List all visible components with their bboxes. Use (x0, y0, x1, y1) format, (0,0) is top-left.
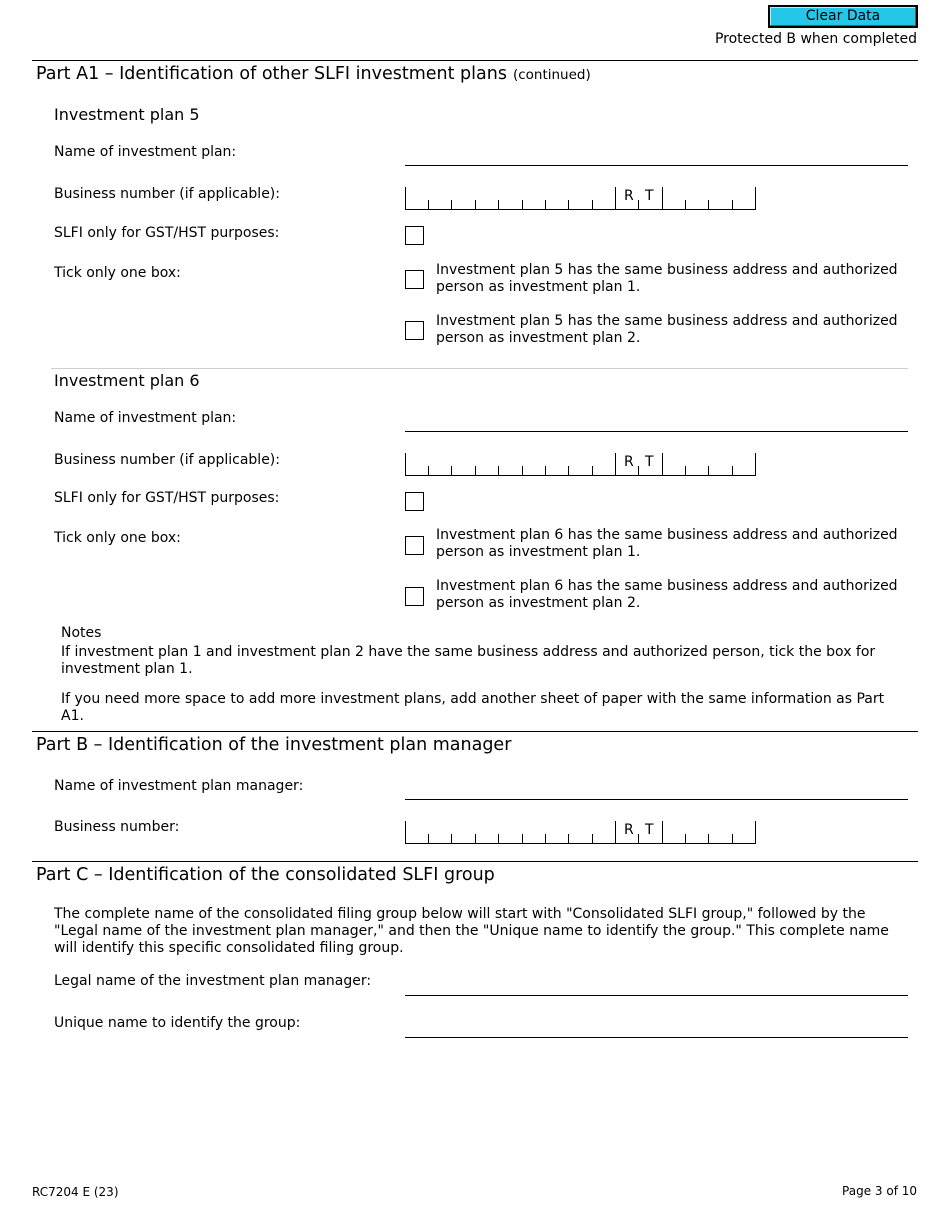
bn-tick (732, 200, 733, 209)
bn-tick (732, 834, 733, 843)
bn-tick (708, 834, 709, 843)
divider (51, 368, 908, 369)
bn-separator (662, 821, 663, 843)
manager-bn-label: Business number: (54, 819, 180, 835)
bn-tick (592, 834, 593, 843)
bn-tick (428, 200, 429, 209)
plan-6-name-label: Name of investment plan: (54, 410, 237, 426)
bn-tick (475, 834, 476, 843)
bn-tick (545, 466, 546, 475)
bn-tick (498, 200, 499, 209)
bn-tick (451, 466, 452, 475)
plan-5-option-1-checkbox[interactable] (405, 270, 424, 289)
bn-tick (428, 834, 429, 843)
bn-tick (428, 466, 429, 475)
plan-6-tick-label: Tick only one box: (54, 530, 181, 546)
bn-tick (685, 200, 686, 209)
plan-5-option-2-checkbox[interactable] (405, 321, 424, 340)
bn-t: T (645, 188, 654, 204)
bn-r: R (624, 454, 634, 470)
bn-tick (545, 200, 546, 209)
notes-heading: Notes (61, 625, 102, 641)
bn-separator (615, 187, 616, 209)
protected-label: Protected B when completed (714, 31, 917, 47)
bn-tick (522, 466, 523, 475)
bn-tick (732, 466, 733, 475)
bn-r: R (624, 822, 634, 838)
note-2: If you need more space to add more investment plans, add another sheet of paper with the same information as Part A1. (61, 691, 885, 724)
part-b-title: Part B – Identification of the investment plan manager (36, 735, 512, 755)
plan-6-slfi-label: SLFI only for GST/HST purposes: (54, 490, 280, 506)
bn-tick (685, 466, 686, 475)
bn-tick (545, 834, 546, 843)
plan-6-option-2-checkbox[interactable] (405, 587, 424, 606)
plan-5-heading: Investment plan 5 (54, 105, 200, 124)
note-1: If investment plan 1 and investment plan 2 have the same business address and authorized person, tick the box for investment plan 1. (61, 644, 876, 677)
part-a1-title-text: Part A1 – Identification of other SLFI investment plans (36, 64, 507, 84)
bn-tick (592, 466, 593, 475)
legal-name-input[interactable] (405, 983, 908, 996)
divider (32, 731, 918, 732)
divider (32, 861, 918, 862)
clear-data-button[interactable]: Clear Data (768, 5, 918, 28)
bn-tick (568, 200, 569, 209)
bn-tick (522, 200, 523, 209)
legal-name-label: Legal name of the investment plan manager: (54, 973, 372, 989)
bn-separator (615, 453, 616, 475)
plan-6-bn-label: Business number (if applicable): (54, 452, 280, 468)
plan-6-option-1-text: Investment plan 6 has the same business address and authorized person as investment plan 1. (436, 527, 898, 560)
plan-5-slfi-label: SLFI only for GST/HST purposes: (54, 225, 280, 241)
bn-tick (475, 466, 476, 475)
bn-tick (568, 834, 569, 843)
unique-name-label: Unique name to identify the group: (54, 1015, 301, 1031)
bn-tick (708, 466, 709, 475)
plan-5-bn-input[interactable] (405, 187, 756, 210)
bn-t: T (645, 454, 654, 470)
plan-5-option-2-text: Investment plan 5 has the same business address and authorized person as investment plan 2. (436, 313, 898, 346)
part-c-description: The complete name of the consolidated filing group below will start with "Consolidated SLFI group," followed by the "Legal name of the investment plan manager," and then the "Unique name to identify the group." This complete name will identify this specific consolidated filing group. (54, 906, 889, 956)
bn-tick (638, 834, 639, 843)
divider (32, 60, 918, 61)
bn-r: R (624, 188, 634, 204)
bn-tick (475, 200, 476, 209)
part-c-title: Part C – Identification of the consolidated SLFI group (36, 865, 495, 885)
bn-separator (662, 453, 663, 475)
plan-6-option-2-text: Investment plan 6 has the same business address and authorized person as investment plan 2. (436, 578, 898, 611)
bn-tick (498, 834, 499, 843)
bn-tick (708, 200, 709, 209)
plan-5-name-input[interactable] (405, 153, 908, 166)
form-id: RC7204 E (23) (32, 1185, 119, 1199)
manager-name-input[interactable] (405, 787, 908, 800)
continued-label: (continued) (512, 67, 591, 83)
plan-6-option-1-checkbox[interactable] (405, 536, 424, 555)
bn-tick (451, 200, 452, 209)
plan-6-heading: Investment plan 6 (54, 371, 200, 390)
manager-bn-input[interactable] (405, 821, 756, 844)
plan-5-slfi-checkbox[interactable] (405, 226, 424, 245)
unique-name-input[interactable] (405, 1025, 908, 1038)
bn-t: T (645, 822, 654, 838)
plan-5-tick-label: Tick only one box: (54, 265, 181, 281)
bn-tick (451, 834, 452, 843)
bn-tick (638, 466, 639, 475)
bn-tick (522, 834, 523, 843)
bn-tick (592, 200, 593, 209)
manager-name-label: Name of investment plan manager: (54, 778, 304, 794)
bn-separator (615, 821, 616, 843)
bn-tick (685, 834, 686, 843)
bn-separator (662, 187, 663, 209)
plan-6-bn-input[interactable] (405, 453, 756, 476)
plan-5-name-label: Name of investment plan: (54, 144, 237, 160)
plan-6-slfi-checkbox[interactable] (405, 492, 424, 511)
plan-6-name-input[interactable] (405, 419, 908, 432)
page-number: Page 3 of 10 (842, 1184, 917, 1198)
part-a1-title (36, 64, 591, 84)
bn-tick (568, 466, 569, 475)
bn-tick (638, 200, 639, 209)
plan-5-option-1-text: Investment plan 5 has the same business address and authorized person as investment plan 1. (436, 262, 898, 295)
plan-5-bn-label: Business number (if applicable): (54, 186, 280, 202)
bn-tick (498, 466, 499, 475)
